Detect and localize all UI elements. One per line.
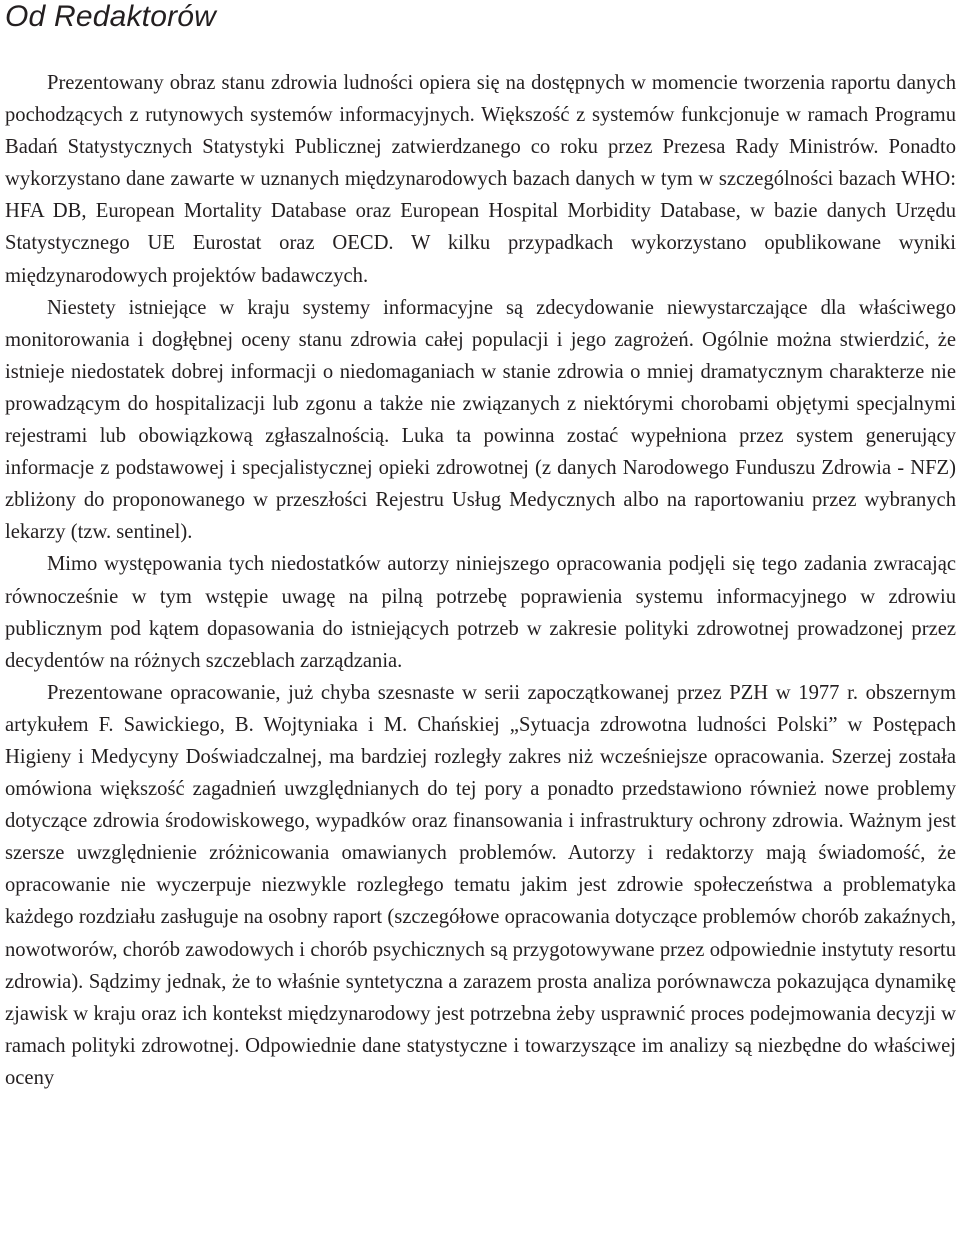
paragraph: Prezentowany obraz stanu zdrowia ludności opiera się na dostępnych w momencie tworzenia raportu danych pochodzących z rutynowych systemów informacyjnych. Większość z systemów funkcjonuje w ramach Programu Badań Statystycznych Statystyki Publicznej zatwierdzanego co roku przez Prezesa Rady Ministrów. Ponadto wykorzystano dane zawarte w uznanych międzynarodowych bazach danych w tym w szczególności bazach WHO: HFA DB, European Mortality Database oraz European Hospital Morbidity Database, w bazie danych Urzędu Statystycznego UE Eurostat oraz OECD. W kilku przypadkach wykorzystano opublikowane wyniki międzynarodowych projektów badawczych. — [5, 72, 956, 287]
paragraph: Niestety istniejące w kraju systemy informacyjne są zdecydowanie niewystarczające dla właściwego monitorowania i dogłębnej oceny stanu zdrowia całej populacji i jego zagrożeń. Ogólnie można stwierdzić, że istnieje niedostatek dobrej informacji o niedomaganiach w stanie zdrowia o mniej dramatycznym charakterze nie prowadzącym do hospitalizacji lub zgonu a także nie związanych z niektórymi chorobami objętymi specjalnymi rejestrami lub obowiązkową zgłaszalnością. Luka ta powinna zostać wypełniona przez system generujący informacje z podstawowej i specjalistycznej opieki zdrowotnej (z danych Narodowego Funduszu Zdrowia - NFZ) zbliżony do proponowanego w przeszłości Rejestru Usług Medycznych albo na raportowaniu przez wybranych lekarzy (tzw. sentinel). — [5, 296, 956, 544]
document-page — [5, 0, 956, 1239]
paragraph: Prezentowane opracowanie, już chyba szesnaste w serii zapoczątkowanej przez PZH w 1977 r. obszernym artykułem F. Sawickiego, B. Wojtyniaka i M. Chańskiej „Sytuacja zdrowotna ludności Polski” w Postępach Higieny i Medycyny Doświadczalnej, ma bardziej rozległy zakres niż wcześniejsze opracowania. Szerzej została omówiona większość zagadnień uwzględnianych do tej pory a ponadto przedstawiono również nowe problemy dotyczące zdrowia środowiskowego, wypadków oraz finansowania i infrastruktury ochrony zdrowia. Ważnym jest szersze uwzględnienie zróżnicowania omawianych problemów. Autorzy i redaktorzy mają świadomość, że opracowanie nie wyczerpuje niezwykle rozległego tematu jakim jest zdrowie społeczeństwa a problematyka każdego rozdziału zasługuje na osobny raport (szczegółowe opracowania dotyczące problemów chorób zakaźnych, nowotworów, chorób zawodowych i chorób psychicznych są przygotowywane przez odpowiednie instytuty resortu zdrowia). Sądzimy jednak, że to właśnie syntetyczna a zarazem prosta analiza porównawcza pokazująca dynamikę zjawisk w kraju oraz ich kontekst międzynarodowy jest potrzebna żeby usprawnić proces podejmowania decyzji w ramach polityki zdrowotnej. Odpowiednie dane statystyczne i towarzyszące im analizy są niezbędne do właściwej oceny — [5, 681, 956, 1089]
page-title: Od Redaktorów — [5, 0, 217, 33]
paragraph: Mimo występowania tych niedostatków autorzy niniejszego opracowania podjęli się tego zadania zwracając równocześnie w tym wstępie uwagę na pilną potrzebę poprawienia systemu informacyjnego w zdrowiu publicznym pod kątem dopasowania do istniejących potrzeb w zakresie polityki zdrowotnej prowadzonej przez decydentów na różnych szczeblach zarządzania. — [5, 553, 956, 672]
article-body — [5, 67, 956, 1094]
